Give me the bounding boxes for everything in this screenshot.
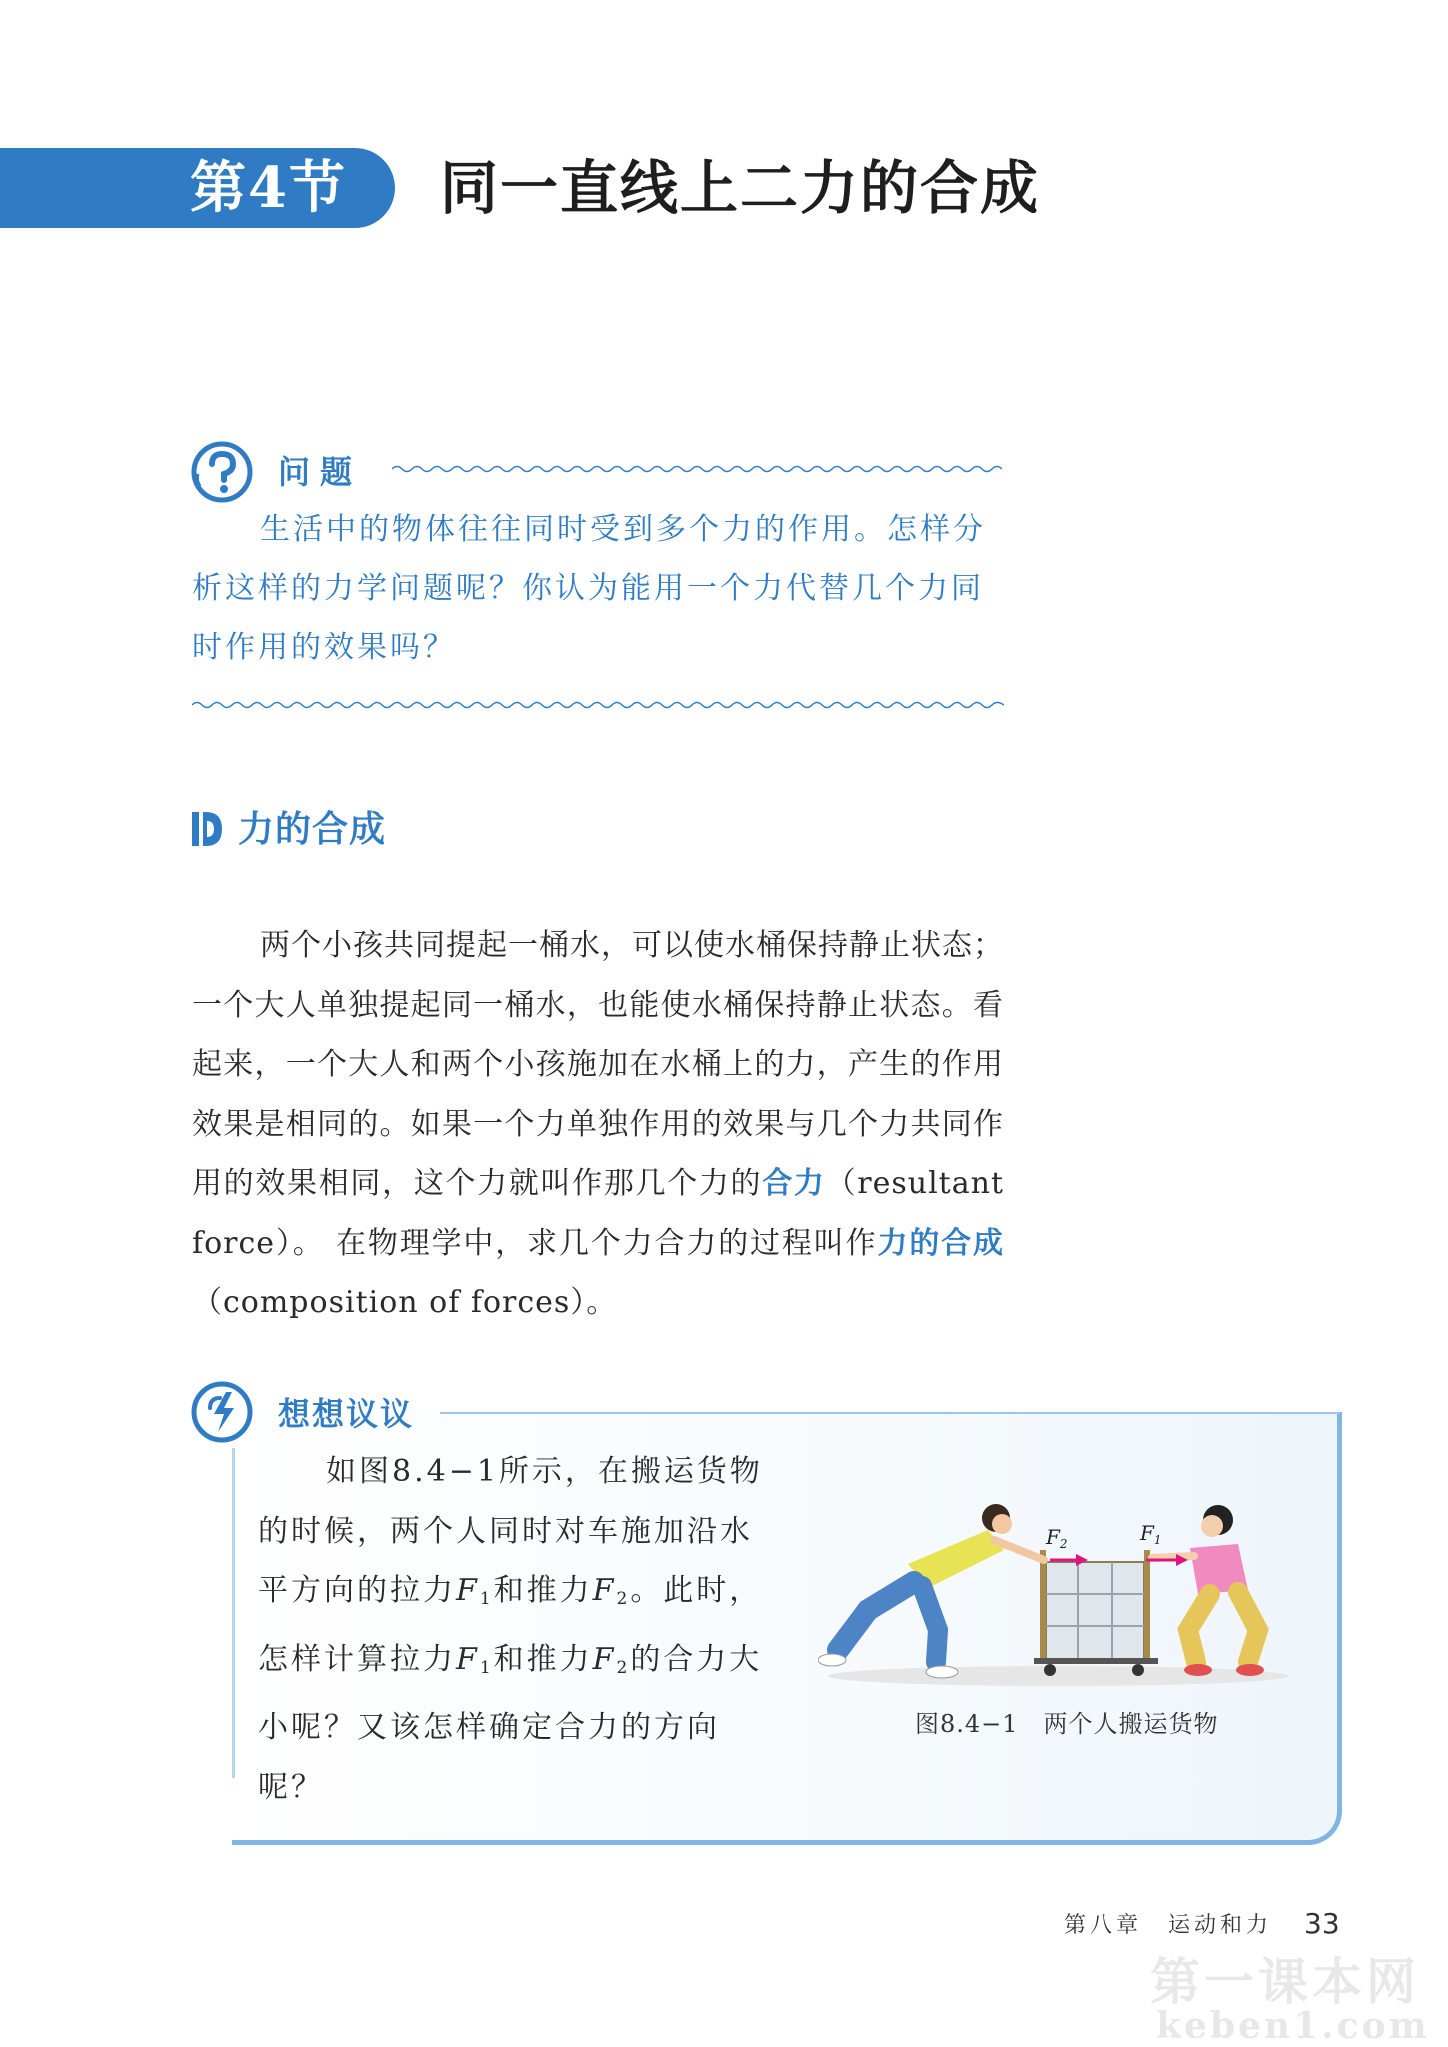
wavy-divider [392,462,1002,476]
discussion-text-part: 和推力 [493,1641,593,1677]
watermark-text: 第一课本网 [1150,1953,1420,2011]
term-composition-of-forces: 力的合成 [877,1225,1005,1261]
body-text: 两个小孩共同提起一桶水，可以使水桶保持静止状态；一个大人单独提起同一桶水，也能使水桶保持静止状态。看起来，一个大人和两个小孩施加在水桶上的力，产生的作用效果是相同的。如果一个力单独作用的效果与几个力共同作用的效果相同，这个力就叫作那几个力的 [192,928,1004,1201]
force-label-f2: $F_2$ [1046,1525,1068,1551]
force-subscript: 1 [479,1657,494,1678]
body-paragraph [192,916,1004,1333]
subsection-marker-icon [192,812,222,846]
section-title: 同一直线上二力的合成 [440,154,1041,222]
watermark-url: keben1.com [1156,2005,1430,2047]
discussion-left-rule [232,1448,235,1778]
force-subscript: 2 [616,1589,631,1609]
term-resultant-force: 合力 [762,1166,826,1201]
force-variable: F [592,1573,617,1608]
question-label: 问题 [278,453,363,491]
cart [1034,1550,1158,1676]
question-icon [190,440,254,504]
discussion-icon [190,1380,254,1444]
discussion-header-rule [440,1412,1340,1414]
wavy-divider [192,698,1004,712]
subsection-title: 力的合成 [238,809,387,850]
figure-caption: 图8.4−1 两个人搬运货物 [915,1710,1219,1738]
discussion-text-part: 如图8.4−1所示，在搬运货物的时候，两个人同时对车施加沿水平方向的拉力 [258,1454,763,1608]
section-number: 第4节 [190,155,347,221]
ground-shadow [828,1666,1288,1686]
body-text: 在物理学中，求几个力合力的过程叫作 [336,1225,878,1261]
cart-pushing-illustration [818,1490,1298,1690]
section-number-tab [0,148,395,228]
force-subscript: 1 [479,1589,494,1609]
discussion-text [258,1442,770,1817]
force-label-f1: $F_1$ [1140,1521,1162,1547]
discussion-text-part: 和推力 [493,1573,593,1608]
discussion-text-part: 的合力大小呢？又该怎样确定合力的方向呢？ [258,1641,763,1805]
force-subscript: 2 [616,1657,631,1678]
boy-figure [818,1504,1044,1678]
discussion-text-part: 。此时，怎样计算拉力 [258,1573,763,1677]
discussion-label: 想想议议 [278,1395,415,1433]
girl-figure [1152,1505,1264,1676]
term-english: （resultant force）。 [192,1166,1004,1261]
force-variable: F [456,1641,480,1677]
term-english: （composition of forces）。 [192,1285,618,1320]
question-text: 生活中的物体往往同时受到多个力的作用。怎样分析这样的力学问题呢？你认为能用一个力代替几个力同时作用的效果吗？ [192,512,986,665]
force-variable: F [456,1573,480,1608]
force-variable: F [592,1641,617,1677]
footer-chapter: 第八章 运动和力 [1064,1913,1273,1938]
page-number: 33 [1304,1907,1340,1940]
